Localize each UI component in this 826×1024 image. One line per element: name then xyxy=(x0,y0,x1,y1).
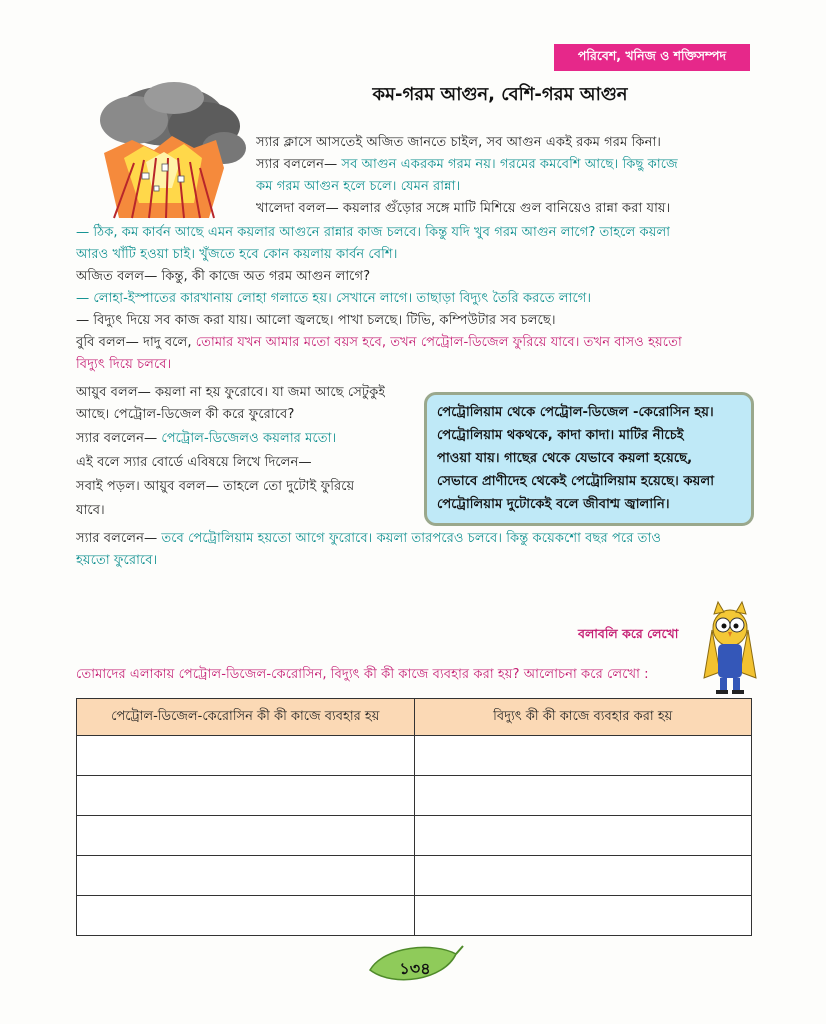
answer-cell[interactable] xyxy=(414,776,752,816)
speaker-label: স্যার বললেন— xyxy=(76,431,162,446)
text-line: আয়ুব বলল— কয়লা না হয় ফুরোবে। যা জমা আছে সেটুকুই xyxy=(76,385,386,400)
info-line: পেট্রোলিয়াম থকথকে, কাদা কাদা। মাটির নীচেই xyxy=(437,428,684,443)
answer-cell[interactable] xyxy=(414,896,752,936)
fire-explosion-illustration xyxy=(74,78,254,223)
speaker-label: বুবি বলল— দাদু বলে, xyxy=(76,335,196,350)
page-number: ১৩৪ xyxy=(399,959,431,978)
dialogue-text: তবে পেট্রোলিয়াম হয়তো আগে ফুরোবে। কয়লা তারপরেও চলবে। কিন্তু কয়েকশো বছর পরে তাও xyxy=(161,531,662,546)
text-line: স্যার ক্লাসে আসতেই অজিত জানতে চাইল, সব আগুন একই রকম গরম কিনা। xyxy=(256,135,661,150)
table-header-row xyxy=(77,699,752,736)
board-info-box xyxy=(424,392,754,526)
answer-cell[interactable] xyxy=(77,736,415,776)
answer-cell[interactable] xyxy=(77,896,415,936)
answer-cell[interactable] xyxy=(414,736,752,776)
dialogue-text: তোমার যখন আমার মতো বয়স হবে, তখন পেট্রোল-ডিজেল ফুরিয়ে যাবে। তখন বাসও হয়তো xyxy=(195,335,682,350)
dialogue-text: পেট্রোল-ডিজেলও কয়লার মতো। xyxy=(161,431,337,446)
info-line: পাওয়া যায়। গাছের থেকে যেভাবে কয়লা হয়েছে, xyxy=(437,451,693,466)
table-row xyxy=(77,896,752,936)
table-row xyxy=(77,856,752,896)
dialogue-text: সব আগুন একরকম গরম নয়। গরমের কমবেশি আছে। কিছু কাজে xyxy=(341,157,678,172)
answer-cell[interactable] xyxy=(414,816,752,856)
table-row xyxy=(77,816,752,856)
text-line: যাবে। xyxy=(76,503,105,518)
text-line: — বিদ্যুৎ দিয়ে সব কাজ করা যায়। আলো জ্বলছে। পাখা চলছে। টিভি, কম্পিউটার সব চলছে। xyxy=(76,313,556,328)
text-line: আছে। পেট্রোল-ডিজেল কী করে ফুরোবে? xyxy=(76,407,295,422)
answer-cell[interactable] xyxy=(77,776,415,816)
page-title: কম-গরম আগুন, বেশি-গরম আগুন xyxy=(372,84,628,105)
text-line: বিদ্যুৎ দিয়ে চলবে। xyxy=(76,357,172,372)
text-line xyxy=(76,528,661,550)
answer-cell[interactable] xyxy=(77,816,415,856)
table-row xyxy=(77,776,752,816)
activity-question: তোমাদের এলাকায় পেট্রোল-ডিজেল-কেরোসিন, বিদ্যুৎ কী কী কাজে ব্যবহার করা হয়? আলোচনা করে লেখো : xyxy=(76,667,649,682)
text-line: এই বলে স্যার বোর্ডে এবিষয়ে লিখে দিলেন— xyxy=(76,455,312,470)
answer-cell[interactable] xyxy=(414,856,752,896)
info-line: সেভাবে প্রাণীদেহ থেকেই পেট্রোলিয়াম হয়েছে। কয়লা xyxy=(437,474,715,489)
text-line: — লোহা-ইস্পাতের কারখানায় লোহা গলাতে হয়। সেখানে লাগে। তাছাড়া বিদ্যুৎ তৈরি করতে লাগে। xyxy=(76,291,592,306)
text-line: সবাই পড়ল। আয়ুব বলল— তাহলে তো দুটোই ফুরিয়ে xyxy=(76,479,355,494)
text-line: — ঠিক, কম কার্বন আছে এমন কয়লার আগুনে রান্নার কাজ চলবে। কিন্তু যদি খুব গরম আগুন লাগে? তাহলে কয়লা xyxy=(76,225,671,240)
activity-table xyxy=(76,698,752,936)
text-line xyxy=(76,332,682,354)
speaker-label: স্যার বললেন— xyxy=(76,531,162,546)
table-row xyxy=(77,736,752,776)
chapter-tag: পরিবেশ, খনিজ ও শক্তিসম্পদ xyxy=(554,44,750,71)
text-line: হয়তো ফুরোবে। xyxy=(76,553,158,568)
discuss-label: বলাবলি করে লেখো xyxy=(578,626,679,641)
text-line xyxy=(256,154,678,176)
speaker-label: স্যার বললেন— xyxy=(256,157,342,172)
column-header-fuel-uses: পেট্রোল-ডিজেল-কেরোসিন কী কী কাজে ব্যবহার হয় xyxy=(77,699,415,736)
text-line: কম গরম আগুন হলে চলে। যেমন রান্না। xyxy=(256,179,461,194)
column-header-electricity-uses: বিদ্যুৎ কী কী কাজে ব্যবহার করা হয় xyxy=(414,699,752,736)
text-line xyxy=(76,428,336,450)
text-line: অজিত বলল— কিন্তু, কী কাজে অত গরম আগুন লাগে? xyxy=(76,269,371,284)
info-line: পেট্রোলিয়াম থেকে পেট্রোল-ডিজেল -কেরোসিন হয়। xyxy=(437,405,714,420)
text-line: আরও খাঁটি হওয়া চাই। খুঁজতে হবে কোন কয়লায় কার্বন বেশি। xyxy=(76,247,398,262)
info-line: পেট্রোলিয়াম দুটোকেই বলে জীবাশ্ম জ্বালানি। xyxy=(437,497,670,512)
owl-illustration xyxy=(700,600,760,695)
text-line: খালেদা বলল— কয়লার গুঁড়োর সঙ্গে মাটি মিশিয়ে গুল বানিয়েও রান্না করা যায়। xyxy=(256,201,671,216)
answer-cell[interactable] xyxy=(77,856,415,896)
